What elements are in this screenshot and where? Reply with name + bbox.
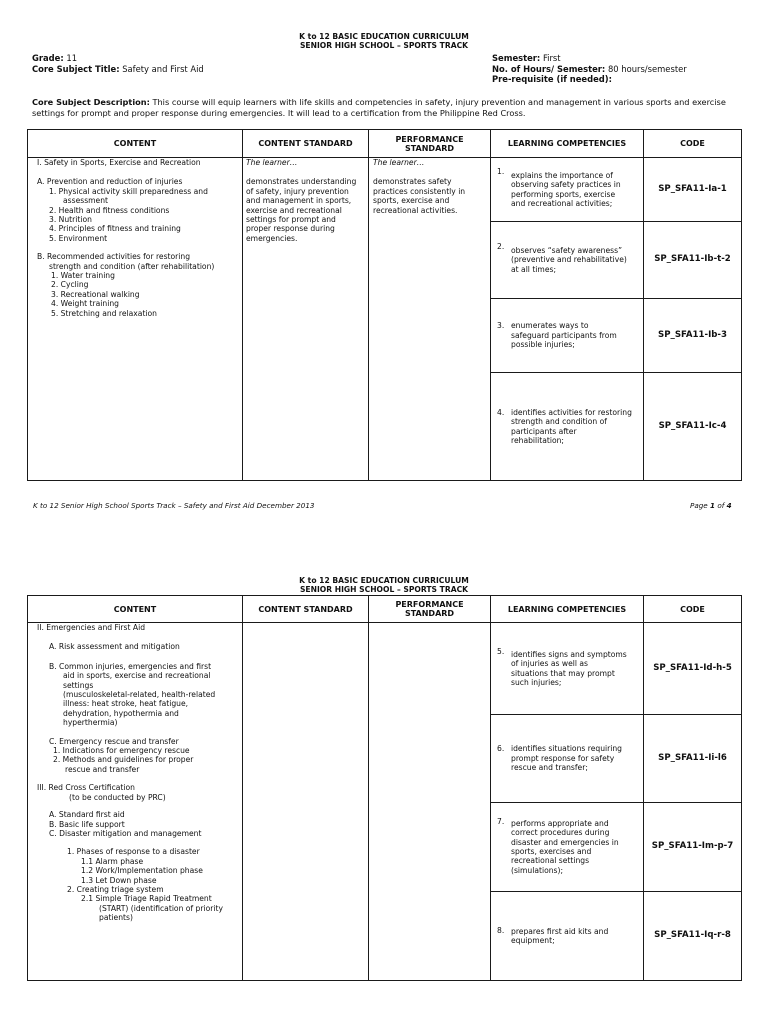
competency-cell [491, 222, 644, 299]
competency-line: of injuries as well as [511, 659, 589, 669]
competency-cell [491, 715, 644, 803]
hours-line [492, 64, 687, 74]
competency-line: prompt response for safety [511, 753, 615, 763]
header-content: CONTENT [28, 130, 243, 158]
content-line: 2. Creating triage system [67, 884, 164, 894]
grade-label: Grade: [32, 53, 64, 63]
content-line [37, 652, 238, 662]
content-line: 1.3 Let Down phase [81, 875, 157, 885]
content-line: 1. Physical activity skill preparedness and [49, 186, 208, 196]
track-title: SENIOR HIGH SCHOOL – SPORTS TRACK [299, 585, 469, 594]
code-cell: SP_SFA11-Ii-l6 [644, 715, 742, 803]
standard-line: proper response during [246, 224, 335, 234]
semester-label: Semester: [492, 53, 541, 63]
competency-line: rehabilitation; [511, 435, 564, 445]
table-row [28, 158, 742, 222]
curriculum-title: K to 12 BASIC EDUCATION CURRICULUM [299, 32, 469, 41]
standard-line: settings for prompt and [246, 215, 336, 225]
competency-line: participants after [511, 426, 577, 436]
competency-line: explains the importance of [511, 170, 613, 180]
curriculum-table-1 [27, 129, 742, 481]
competency-number: 1. [497, 167, 505, 176]
content-standard-cell [243, 158, 369, 481]
header-learning-competencies: LEARNING COMPETENCIES [491, 130, 644, 158]
track-title: SENIOR HIGH SCHOOL – SPORTS TRACK [299, 41, 469, 50]
content-line [37, 838, 238, 847]
performance-standard-cell [369, 158, 491, 481]
competency-line: disaster and emergencies in [511, 837, 619, 847]
grade-value: 11 [66, 53, 78, 63]
content-line: 1. Water training [51, 271, 115, 281]
content-line: A. Standard first aid [49, 810, 125, 820]
subject-line [32, 64, 204, 74]
code-cell: SP_SFA11-Ia-1 [644, 158, 742, 222]
competency-line: performing sports, exercise [511, 189, 616, 199]
content-line: I. Safety in Sports, Exercise and Recreation [37, 158, 201, 167]
standard-line: and management in sports, [246, 196, 352, 206]
competency-line: identifies signs and symptoms [511, 649, 627, 659]
content-line: settings [63, 680, 94, 690]
hours-label: No. of Hours/ Semester: [492, 64, 606, 74]
competency-line: observes “safety awareness” [511, 245, 623, 255]
content-line: 1. Indications for emergency rescue [53, 746, 190, 756]
content-line: B. Common injuries, emergencies and first [49, 661, 212, 671]
content-line: 2. Health and fitness conditions [49, 205, 170, 215]
competency-line: recreational settings [511, 856, 590, 866]
content-line: 2. Methods and guidelines for proper [53, 755, 194, 765]
subject-label: Core Subject Title: [32, 64, 120, 74]
content-cell [28, 623, 243, 981]
competency-line: safeguard participants from [511, 330, 617, 340]
content-line: II. Emergencies and First Aid [37, 623, 146, 632]
content-line: 3. Recreational walking [51, 289, 140, 299]
content-line: strength and condition (after rehabilitation) [49, 261, 215, 271]
header-learning-competencies: LEARNING COMPETENCIES [491, 596, 644, 623]
competency-line: identifies activities for restoring [511, 407, 632, 417]
competency-cell [491, 803, 644, 892]
content-line: rescue and transfer [65, 764, 140, 774]
table-header-row [28, 596, 742, 623]
competency-line: correct procedures during [511, 828, 610, 838]
standard-line: demonstrates safety [373, 177, 452, 187]
competency-line: rescue and transfer; [511, 763, 588, 773]
competency-number: 7. [497, 817, 505, 826]
curriculum-table-2 [27, 595, 742, 981]
competency-line: strength and condition of [511, 417, 607, 427]
content-line [37, 167, 238, 177]
competency-cell [491, 158, 644, 222]
performance-standard-cell [369, 623, 491, 981]
content-line: B. Recommended activities for restoring [37, 252, 191, 262]
table-header-row [28, 130, 742, 158]
standard-line: of safety, injury prevention [246, 186, 349, 196]
competency-cell [491, 299, 644, 373]
content-line: 2.1 Simple Triage Rapid Treatment [81, 894, 212, 904]
description-line: settings for prompt and proper response during emergencies. It will lead to a certification from the Philippine Red Cross. [32, 107, 526, 118]
prereq-label: Pre-requisite (if needed): [492, 74, 612, 84]
content-line: (to be conducted by PRC) [69, 792, 166, 802]
competency-line: identifies situations requiring [511, 744, 622, 754]
content-line: 5. Environment [49, 233, 108, 243]
page-label: Page [690, 501, 708, 510]
code-cell: SP_SFA11-Ic-4 [644, 373, 742, 481]
content-standard-cell [243, 623, 369, 981]
standard-line: recreational activities. [373, 205, 458, 215]
page-of: of [717, 501, 725, 510]
content-line: B. Basic life support [49, 819, 125, 829]
page-current: 1 [710, 501, 716, 510]
competency-line: performs appropriate and [511, 818, 609, 828]
competency-line: at all times; [511, 264, 557, 274]
standard-line: demonstrates understanding [246, 177, 357, 187]
grade-line [32, 53, 77, 63]
code-cell: SP_SFA11-Ib-3 [644, 299, 742, 373]
competency-line: prepares first aid kits and [511, 926, 609, 936]
content-line: A. Risk assessment and mitigation [49, 642, 180, 652]
content-line: 1.2 Work/Implementation phase [81, 866, 203, 876]
learner-intro: The learner… [373, 158, 425, 167]
content-line: hyperthermia) [63, 718, 118, 728]
description-line: This course will equip learners with life skills and competencies in safety, injury prevention and management in various sports and exercise [152, 97, 726, 107]
content-line: C. Disaster mitigation and management [49, 828, 202, 838]
content-line: dehydration, hypothermia and [63, 708, 179, 718]
competency-line: equipment; [511, 936, 555, 945]
curriculum-title: K to 12 BASIC EDUCATION CURRICULUM [299, 576, 469, 585]
hours-value: 80 hours/semester [607, 64, 687, 74]
competency-line: possible injuries; [511, 340, 575, 350]
competency-number: 4. [497, 408, 505, 417]
content-line: 2. Cycling [51, 280, 89, 290]
table-row [28, 623, 742, 715]
competency-number: 3. [497, 321, 505, 330]
competency-number: 5. [497, 647, 505, 656]
semester-line [492, 53, 561, 63]
competency-cell [491, 373, 644, 481]
competency-number: 8. [497, 926, 505, 935]
code-cell: SP_SFA11-Iq-r-8 [644, 892, 742, 981]
content-line [37, 802, 238, 810]
header-performance-line: PERFORMANCE [395, 134, 464, 144]
code-cell: SP_SFA11-Id-h-5 [644, 623, 742, 715]
header-performance-line: STANDARD [404, 609, 455, 618]
header-performance-line: PERFORMANCE [395, 600, 464, 609]
header-content: CONTENT [28, 596, 243, 623]
content-line: 5. Stretching and relaxation [51, 308, 157, 318]
competency-line: (preventive and rehabilitative) [511, 255, 627, 265]
header-content-standard: CONTENT STANDARD [243, 130, 369, 158]
header-performance-standard [369, 596, 491, 623]
content-line: C. Emergency rescue and transfer [49, 736, 179, 746]
header-code: CODE [644, 596, 742, 623]
competency-line: enumerates ways to [511, 321, 589, 331]
standard-line: emergencies. [246, 233, 298, 243]
header-code: CODE [644, 130, 742, 158]
header-performance-standard [369, 130, 491, 158]
code-cell: SP_SFA11-Ib-t-2 [644, 222, 742, 299]
content-line: 3. Nutrition [49, 215, 92, 225]
content-line: aid in sports, exercise and recreational [63, 671, 211, 681]
content-line [37, 728, 238, 737]
content-cell [28, 158, 243, 481]
code-cell: SP_SFA11-Im-p-7 [644, 803, 742, 892]
header-performance-line: STANDARD [404, 143, 455, 153]
content-line [37, 774, 238, 783]
standard-line: practices consistently in [373, 186, 466, 196]
content-line: III. Red Cross Certification [37, 783, 135, 793]
competency-line: such injuries; [511, 677, 562, 687]
content-line: patients) [99, 913, 133, 923]
content-line: (START) (identification of priority [99, 903, 223, 913]
competency-line: sports, exercises and [511, 847, 592, 856]
competency-line: situations that may prompt [511, 668, 615, 678]
content-line: 4. Weight training [51, 299, 119, 309]
learner-intro: The learner… [246, 158, 298, 167]
content-line [37, 243, 238, 252]
page-total: 4 [726, 501, 732, 510]
content-line: 4. Principles of fitness and training [49, 224, 181, 234]
content-line: illness: heat stroke, heat fatigue, [63, 699, 189, 709]
competency-number: 6. [497, 744, 505, 753]
competency-number: 2. [497, 242, 505, 251]
content-line: A. Prevention and reduction of injuries [37, 177, 183, 187]
content-line [37, 632, 238, 642]
header-content-standard: CONTENT STANDARD [243, 596, 369, 623]
competency-cell [491, 623, 644, 715]
content-line: (musculoskeletal-related, health-related [63, 690, 216, 700]
prereq-line [492, 74, 612, 84]
content-line: 1. Phases of response to a disaster [67, 847, 200, 857]
competency-cell [491, 892, 644, 981]
content-line: 1.1 Alarm phase [81, 856, 144, 866]
standard-line: exercise and recreational [246, 205, 342, 215]
competency-line: (simulations); [511, 865, 564, 875]
page-number [690, 501, 732, 510]
content-line: assessment [63, 196, 109, 206]
semester-value: First [542, 53, 561, 63]
subject-value: Safety and First Aid [122, 64, 204, 74]
description-label: Core Subject Description: [32, 97, 150, 107]
competency-line: observing safety practices in [511, 180, 621, 190]
subject-description [32, 97, 742, 118]
standard-line: sports, exercise and [373, 196, 450, 206]
competency-line: and recreational activities; [511, 198, 613, 208]
footer-text: K to 12 Senior High School Sports Track – Safety and First Aid December 2013 [33, 501, 315, 510]
